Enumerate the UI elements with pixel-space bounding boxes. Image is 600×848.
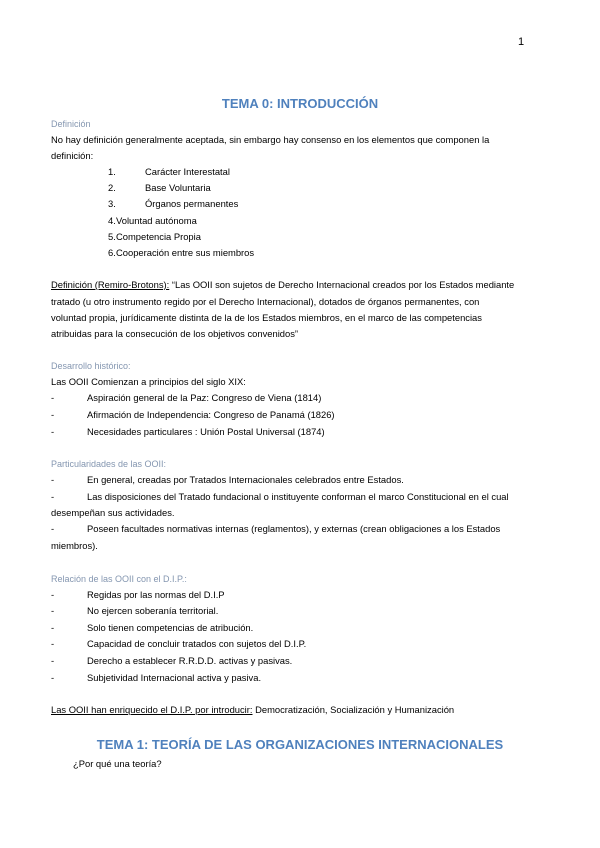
list-item (0, 603, 600, 619)
list-label: En general, creadas por Tratados Internacionales celebrados entre Estados. (87, 474, 404, 485)
dash-bullet: - (51, 474, 55, 485)
list-label: Subjetividad Internacional activa y pasiva. (87, 672, 262, 683)
list-item (0, 670, 600, 686)
particularidades-heading: Particularidades de las OOII: (51, 459, 167, 469)
list-item (0, 636, 600, 652)
relacion-heading: Relación de las OOII con el D.I.P.: (51, 574, 187, 584)
list-item (0, 407, 600, 423)
list-item (0, 390, 600, 406)
list-label: Cooperación entre sus miembros (116, 247, 255, 258)
list-label: Las disposiciones del Tratado fundacional o instituyente conforman el marco Constitucional en el cual (87, 491, 509, 502)
def-remiro-line-4: atribuidas para la consecución de los objetivos convenidos” (51, 328, 299, 339)
list-label: Aspiración general de la Paz: Congreso de Viena (1814) (87, 392, 322, 403)
list-item (0, 424, 600, 440)
list-label: Solo tienen competencias de atribución. (87, 622, 254, 633)
enriquecido-label: Las OOII han enriquecido el D.I.P. por introducir: (51, 704, 253, 715)
def-remiro-line-2: tratado (u otro instrumento regido por el Derecho Internacional), dotados de órganos permanentes, con (51, 296, 480, 307)
list-item (0, 213, 600, 229)
list-number: 1. (108, 166, 116, 177)
tema1-question: ¿Por qué una teoría? (73, 758, 162, 769)
list-item (0, 180, 600, 196)
dash-bullet: - (51, 426, 55, 437)
enriquecido-line (51, 702, 551, 718)
list-number: 5. (108, 231, 116, 242)
definicion-text-2: definición: (51, 150, 94, 161)
list-item (0, 472, 600, 488)
list-number: 4. (108, 215, 116, 226)
list-label: Competencia Propia (116, 231, 201, 242)
list-item (0, 229, 600, 245)
definicion-text-1: No hay definición generalmente aceptada, sin embargo hay consenso en los elementos que componen la (51, 134, 490, 145)
enriquecido-text: Democratización, Socialización y Humanización (252, 704, 455, 715)
tema0-title: TEMA 0: INTRODUCCIÓN (221, 96, 379, 111)
dash-bullet: - (51, 589, 55, 600)
list-label: Afirmación de Independencia: Congreso de Panamá (1826) (87, 409, 335, 420)
list-item (0, 489, 600, 505)
list-label: Voluntad autónoma (116, 215, 197, 226)
def-remiro-text: “Las OOII son sujetos de Derecho Internacional creados por los Estados mediante (169, 279, 515, 290)
desarrollo-intro: Las OOII Comienzan a principios del siglo XIX: (51, 376, 246, 387)
dash-bullet: - (51, 672, 55, 683)
list-item (0, 521, 600, 537)
dash-bullet: - (51, 605, 55, 616)
list-item (0, 245, 600, 261)
list-label: Regidas por las normas del D.I.P (87, 589, 225, 600)
list-label: Órganos permanentes (145, 198, 239, 209)
list-item (0, 620, 600, 636)
list-item (0, 587, 600, 603)
list-item (0, 653, 600, 669)
desarrollo-heading: Desarrollo histórico: (51, 361, 131, 371)
dash-bullet: - (51, 392, 55, 403)
dash-bullet: - (51, 655, 55, 666)
def-remiro-label: Definición (Remiro-Brotons): (51, 279, 170, 290)
list-label: Capacidad de concluir tratados con sujetos del D.I.P. (87, 638, 307, 649)
list-continuation: miembros). (51, 540, 98, 551)
list-label: No ejercen soberanía territorial. (87, 605, 219, 616)
list-item (0, 164, 600, 180)
def-remiro-line-3: voluntad propia, jurídicamente distinta de la de los Estados miembros, en el marco de las competencias (51, 312, 482, 323)
dash-bullet: - (51, 491, 55, 502)
list-number: 2. (108, 182, 116, 193)
list-label: Poseen facultades normativas internas (reglamentos), y externas (crean obligaciones a los Estados (87, 523, 501, 534)
tema1-title: TEMA 1: TEORÍA DE LAS ORGANIZACIONES INTERNACIONALES (96, 737, 504, 752)
dash-bullet: - (51, 409, 55, 420)
list-item (0, 196, 600, 212)
dash-bullet: - (51, 523, 55, 534)
list-label: Carácter Interestatal (145, 166, 230, 177)
list-label: Necesidades particulares : Unión Postal Universal (1874) (87, 426, 325, 437)
list-number: 6. (108, 247, 116, 258)
def-remiro-line-1 (51, 277, 551, 293)
list-label: Derecho a establecer R.R.D.D. activas y pasivas. (87, 655, 293, 666)
dash-bullet: - (51, 622, 55, 633)
list-label: Base Voluntaria (145, 182, 211, 193)
page-number: 1 (518, 36, 525, 48)
list-continuation: desempeñan sus actividades. (51, 507, 175, 518)
definicion-heading: Definición (51, 119, 91, 129)
dash-bullet: - (51, 638, 55, 649)
list-number: 3. (108, 198, 116, 209)
